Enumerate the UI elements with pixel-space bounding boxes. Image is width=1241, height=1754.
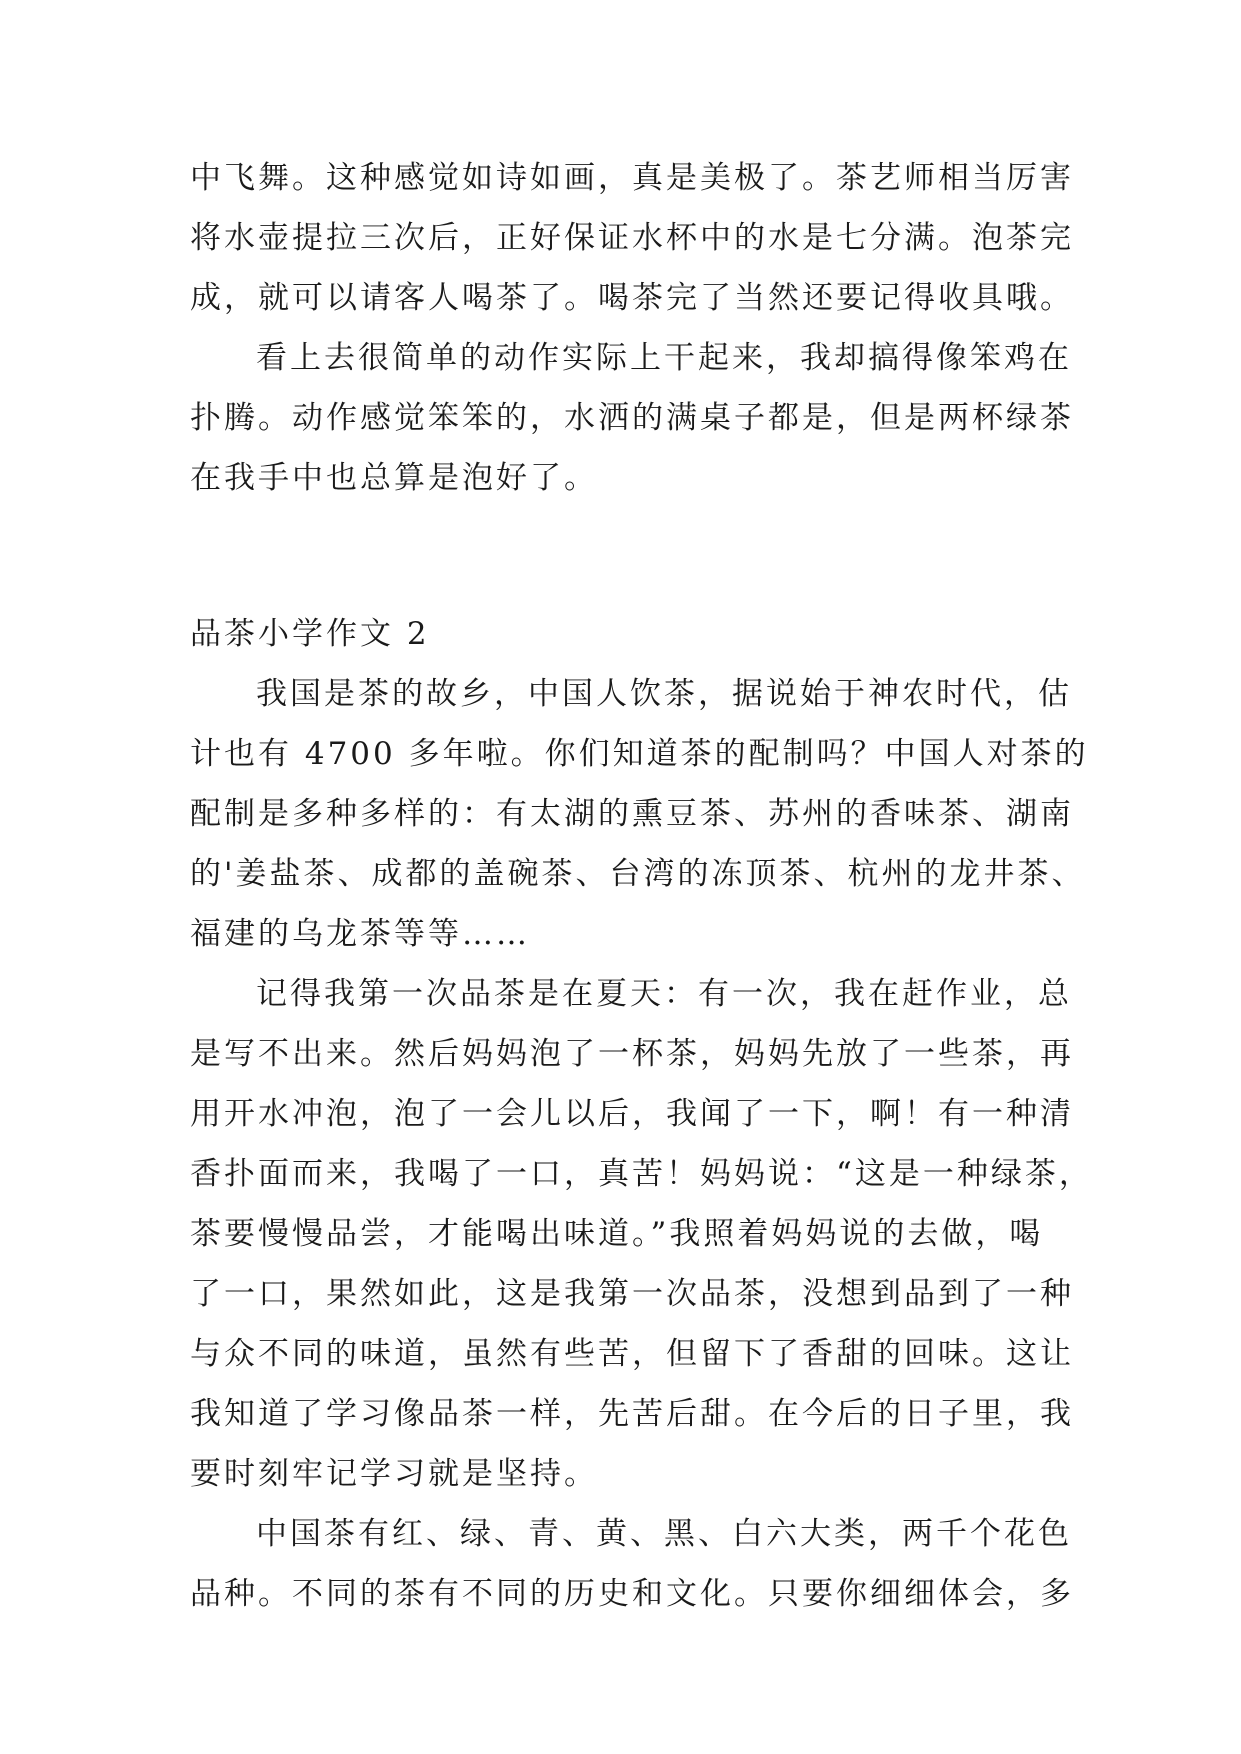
- text-line: 将水壶提拉三次后，正好保证水杯中的水是七分满。泡茶完: [190, 220, 1074, 256]
- text-line: 香扑面而来，我喝了一口，真苦！妈妈说：“这是一种绿茶，: [190, 1156, 1093, 1192]
- paragraph-2: [190, 328, 1074, 508]
- text-line: 中飞舞。这种感觉如诗如画，真是美极了。茶艺师相当厉害: [190, 160, 1074, 196]
- text-line: 用开水冲泡，泡了一会儿以后，我闻了一下，啊！有一种清: [190, 1096, 1074, 1132]
- paragraph-3: [190, 664, 1089, 964]
- text-line: 计也有 4700 多年啦。你们知道茶的配制吗？中国人对茶的: [190, 736, 1089, 772]
- section-heading-block: [190, 604, 1070, 664]
- text-line: 品种。不同的茶有不同的历史和文化。只要你细细体会，多: [190, 1576, 1074, 1612]
- document-page: [190, 148, 1093, 1624]
- text-line: 成，就可以请客人喝茶了。喝茶完了当然还要记得收具哦。: [190, 280, 1074, 316]
- text-line: 扑腾。动作感觉笨笨的，水洒的满桌子都是，但是两杯绿茶: [190, 400, 1074, 436]
- section-heading: 品茶小学作文 2: [190, 616, 430, 652]
- text-line: 要时刻牢记学习就是坚持。: [190, 1456, 598, 1492]
- text-line: 我国是茶的故乡，中国人饮茶，据说始于神农时代，估: [256, 676, 1072, 712]
- text-line: 了一口，果然如此，这是我第一次品茶，没想到品到了一种: [190, 1276, 1074, 1312]
- text-line: 配制是多种多样的：有太湖的熏豆茶、苏州的香味茶、湖南: [190, 796, 1074, 832]
- text-line: 记得我第一次品茶是在夏天：有一次，我在赶作业，总: [256, 976, 1072, 1012]
- text-line: 的'姜盐茶、成都的盖碗茶、台湾的冻顶茶、杭州的龙井茶、: [190, 856, 1086, 892]
- text-line: 是写不出来。然后妈妈泡了一杯茶，妈妈先放了一些茶，再: [190, 1036, 1074, 1072]
- text-line: 在我手中也总算是泡好了。: [190, 460, 598, 496]
- text-line: 与众不同的味道，虽然有些苦，但留下了香甜的回味。这让: [190, 1336, 1074, 1372]
- paragraph-5: [190, 1504, 1074, 1624]
- text-line: 中国茶有红、绿、青、黄、黑、白六大类，两千个花色: [256, 1516, 1072, 1552]
- paragraph-1: [190, 148, 1074, 328]
- paragraph-4: [190, 964, 1093, 1504]
- text-line: 茶要慢慢品尝，才能喝出味道。”我照着妈妈说的去做，喝: [190, 1216, 1044, 1252]
- text-line: 我知道了学习像品茶一样，先苦后甜。在今后的日子里，我: [190, 1396, 1074, 1432]
- text-line: 福建的乌龙茶等等……: [190, 916, 530, 952]
- text-line: 看上去很简单的动作实际上干起来，我却搞得像笨鸡在: [256, 340, 1072, 376]
